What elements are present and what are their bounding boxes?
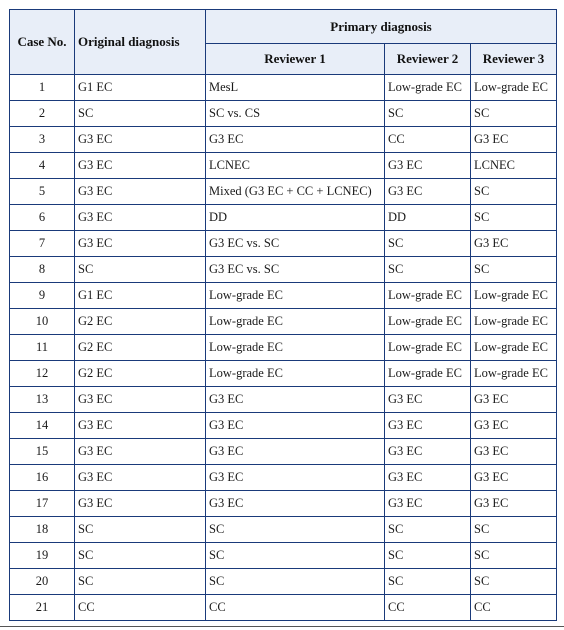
- table-row: [10, 179, 557, 205]
- case-no-header: Case No.: [10, 10, 75, 75]
- original-diagnosis-header: Original diagnosis: [75, 10, 206, 75]
- reviewer-2-cell: G3 EC: [385, 465, 471, 491]
- reviewer-3-header: Reviewer 3: [471, 44, 557, 75]
- table-row: [10, 231, 557, 257]
- reviewer-3-cell: SC: [471, 257, 557, 283]
- table-row: [10, 127, 557, 153]
- original-diagnosis-cell: G3 EC: [75, 179, 206, 205]
- reviewer-3-cell: Low-grade EC: [471, 361, 557, 387]
- reviewer-1-cell: DD: [206, 205, 385, 231]
- reviewer-3-cell: LCNEC: [471, 153, 557, 179]
- table-row: [10, 543, 557, 569]
- original-diagnosis-cell: CC: [75, 595, 206, 621]
- reviewer-2-cell: Low-grade EC: [385, 335, 471, 361]
- reviewer-3-cell: G3 EC: [471, 127, 557, 153]
- case-number-cell: 15: [10, 439, 75, 465]
- table-row: [10, 439, 557, 465]
- reviewer-2-cell: G3 EC: [385, 491, 471, 517]
- reviewer-3-cell: SC: [471, 517, 557, 543]
- reviewer-1-cell: G3 EC: [206, 491, 385, 517]
- reviewer-1-cell: G3 EC: [206, 413, 385, 439]
- primary-diagnosis-header: Primary diagnosis: [206, 10, 557, 44]
- reviewer-2-cell: SC: [385, 257, 471, 283]
- reviewer-1-cell: SC: [206, 569, 385, 595]
- bottom-rule: [0, 626, 564, 627]
- reviewer-1-cell: Low-grade EC: [206, 361, 385, 387]
- table-row: [10, 309, 557, 335]
- reviewer-1-cell: Low-grade EC: [206, 283, 385, 309]
- reviewer-1-cell: G3 EC: [206, 465, 385, 491]
- original-diagnosis-cell: G3 EC: [75, 153, 206, 179]
- original-diagnosis-cell: G1 EC: [75, 75, 206, 101]
- reviewer-1-cell: SC: [206, 517, 385, 543]
- reviewer-2-cell: G3 EC: [385, 153, 471, 179]
- case-number-cell: 7: [10, 231, 75, 257]
- table-row: [10, 569, 557, 595]
- reviewer-1-cell: LCNEC: [206, 153, 385, 179]
- case-number-cell: 10: [10, 309, 75, 335]
- reviewer-1-cell: G3 EC: [206, 127, 385, 153]
- reviewer-3-cell: SC: [471, 205, 557, 231]
- case-number-cell: 8: [10, 257, 75, 283]
- original-diagnosis-cell: SC: [75, 569, 206, 595]
- reviewer-3-cell: Low-grade EC: [471, 309, 557, 335]
- case-number-cell: 12: [10, 361, 75, 387]
- reviewer-1-cell: Low-grade EC: [206, 335, 385, 361]
- table-row: [10, 257, 557, 283]
- reviewer-3-cell: G3 EC: [471, 387, 557, 413]
- reviewer-2-cell: SC: [385, 543, 471, 569]
- case-number-cell: 13: [10, 387, 75, 413]
- table-row: [10, 283, 557, 309]
- reviewer-2-cell: DD: [385, 205, 471, 231]
- table-row: [10, 517, 557, 543]
- table-row: [10, 205, 557, 231]
- case-number-cell: 5: [10, 179, 75, 205]
- case-number-cell: 17: [10, 491, 75, 517]
- reviewer-2-cell: SC: [385, 517, 471, 543]
- reviewer-1-cell: G3 EC: [206, 439, 385, 465]
- reviewer-2-cell: SC: [385, 569, 471, 595]
- table-row: [10, 335, 557, 361]
- table-row: [10, 101, 557, 127]
- reviewer-2-cell: G3 EC: [385, 179, 471, 205]
- original-diagnosis-cell: G2 EC: [75, 361, 206, 387]
- reviewer-1-cell: G3 EC vs. SC: [206, 257, 385, 283]
- case-number-cell: 18: [10, 517, 75, 543]
- reviewer-2-cell: Low-grade EC: [385, 361, 471, 387]
- reviewer-2-cell: CC: [385, 595, 471, 621]
- reviewer-2-cell: Low-grade EC: [385, 75, 471, 101]
- original-diagnosis-cell: G3 EC: [75, 439, 206, 465]
- reviewer-3-cell: G3 EC: [471, 413, 557, 439]
- reviewer-3-cell: G3 EC: [471, 491, 557, 517]
- case-number-cell: 9: [10, 283, 75, 309]
- table-row: [10, 361, 557, 387]
- reviewer-3-cell: G3 EC: [471, 231, 557, 257]
- reviewer-1-cell: SC vs. CS: [206, 101, 385, 127]
- reviewer-1-cell: Low-grade EC: [206, 309, 385, 335]
- case-number-cell: 19: [10, 543, 75, 569]
- reviewer-1-cell: G3 EC vs. SC: [206, 231, 385, 257]
- reviewer-2-cell: SC: [385, 231, 471, 257]
- original-diagnosis-cell: G3 EC: [75, 127, 206, 153]
- reviewer-1-header: Reviewer 1: [206, 44, 385, 75]
- reviewer-1-cell: Mixed (G3 EC + CC + LCNEC): [206, 179, 385, 205]
- original-diagnosis-cell: G3 EC: [75, 387, 206, 413]
- original-diagnosis-cell: G3 EC: [75, 231, 206, 257]
- reviewer-3-cell: Low-grade EC: [471, 75, 557, 101]
- reviewer-3-cell: Low-grade EC: [471, 283, 557, 309]
- original-diagnosis-cell: SC: [75, 517, 206, 543]
- reviewer-2-cell: Low-grade EC: [385, 309, 471, 335]
- reviewer-1-cell: G3 EC: [206, 387, 385, 413]
- reviewer-3-cell: G3 EC: [471, 465, 557, 491]
- case-number-cell: 1: [10, 75, 75, 101]
- reviewer-3-cell: SC: [471, 543, 557, 569]
- reviewer-2-cell: G3 EC: [385, 439, 471, 465]
- case-number-cell: 2: [10, 101, 75, 127]
- original-diagnosis-cell: G2 EC: [75, 309, 206, 335]
- table-header: [10, 10, 557, 75]
- diagnosis-table: [9, 9, 557, 621]
- case-number-cell: 3: [10, 127, 75, 153]
- original-diagnosis-cell: G3 EC: [75, 413, 206, 439]
- case-number-cell: 11: [10, 335, 75, 361]
- table-body: [10, 75, 557, 621]
- reviewer-3-cell: SC: [471, 569, 557, 595]
- reviewer-1-cell: MesL: [206, 75, 385, 101]
- reviewer-3-cell: CC: [471, 595, 557, 621]
- reviewer-1-cell: CC: [206, 595, 385, 621]
- reviewer-3-cell: SC: [471, 101, 557, 127]
- reviewer-3-cell: SC: [471, 179, 557, 205]
- table-row: [10, 413, 557, 439]
- table-row: [10, 465, 557, 491]
- reviewer-3-cell: G3 EC: [471, 439, 557, 465]
- original-diagnosis-cell: SC: [75, 543, 206, 569]
- reviewer-2-cell: CC: [385, 127, 471, 153]
- case-number-cell: 20: [10, 569, 75, 595]
- table-row: [10, 387, 557, 413]
- table-row: [10, 595, 557, 621]
- reviewer-3-cell: Low-grade EC: [471, 335, 557, 361]
- original-diagnosis-cell: G2 EC: [75, 335, 206, 361]
- original-diagnosis-cell: G3 EC: [75, 491, 206, 517]
- case-number-cell: 21: [10, 595, 75, 621]
- original-diagnosis-cell: SC: [75, 257, 206, 283]
- reviewer-2-cell: SC: [385, 101, 471, 127]
- table-row: [10, 491, 557, 517]
- table-row: [10, 153, 557, 179]
- reviewer-2-cell: Low-grade EC: [385, 283, 471, 309]
- case-number-cell: 16: [10, 465, 75, 491]
- reviewer-2-cell: G3 EC: [385, 413, 471, 439]
- original-diagnosis-cell: SC: [75, 101, 206, 127]
- case-number-cell: 6: [10, 205, 75, 231]
- reviewer-2-cell: G3 EC: [385, 387, 471, 413]
- table-row: [10, 75, 557, 101]
- reviewer-1-cell: SC: [206, 543, 385, 569]
- case-number-cell: 4: [10, 153, 75, 179]
- case-number-cell: 14: [10, 413, 75, 439]
- original-diagnosis-cell: G3 EC: [75, 465, 206, 491]
- original-diagnosis-cell: G3 EC: [75, 205, 206, 231]
- original-diagnosis-cell: G1 EC: [75, 283, 206, 309]
- reviewer-2-header: Reviewer 2: [385, 44, 471, 75]
